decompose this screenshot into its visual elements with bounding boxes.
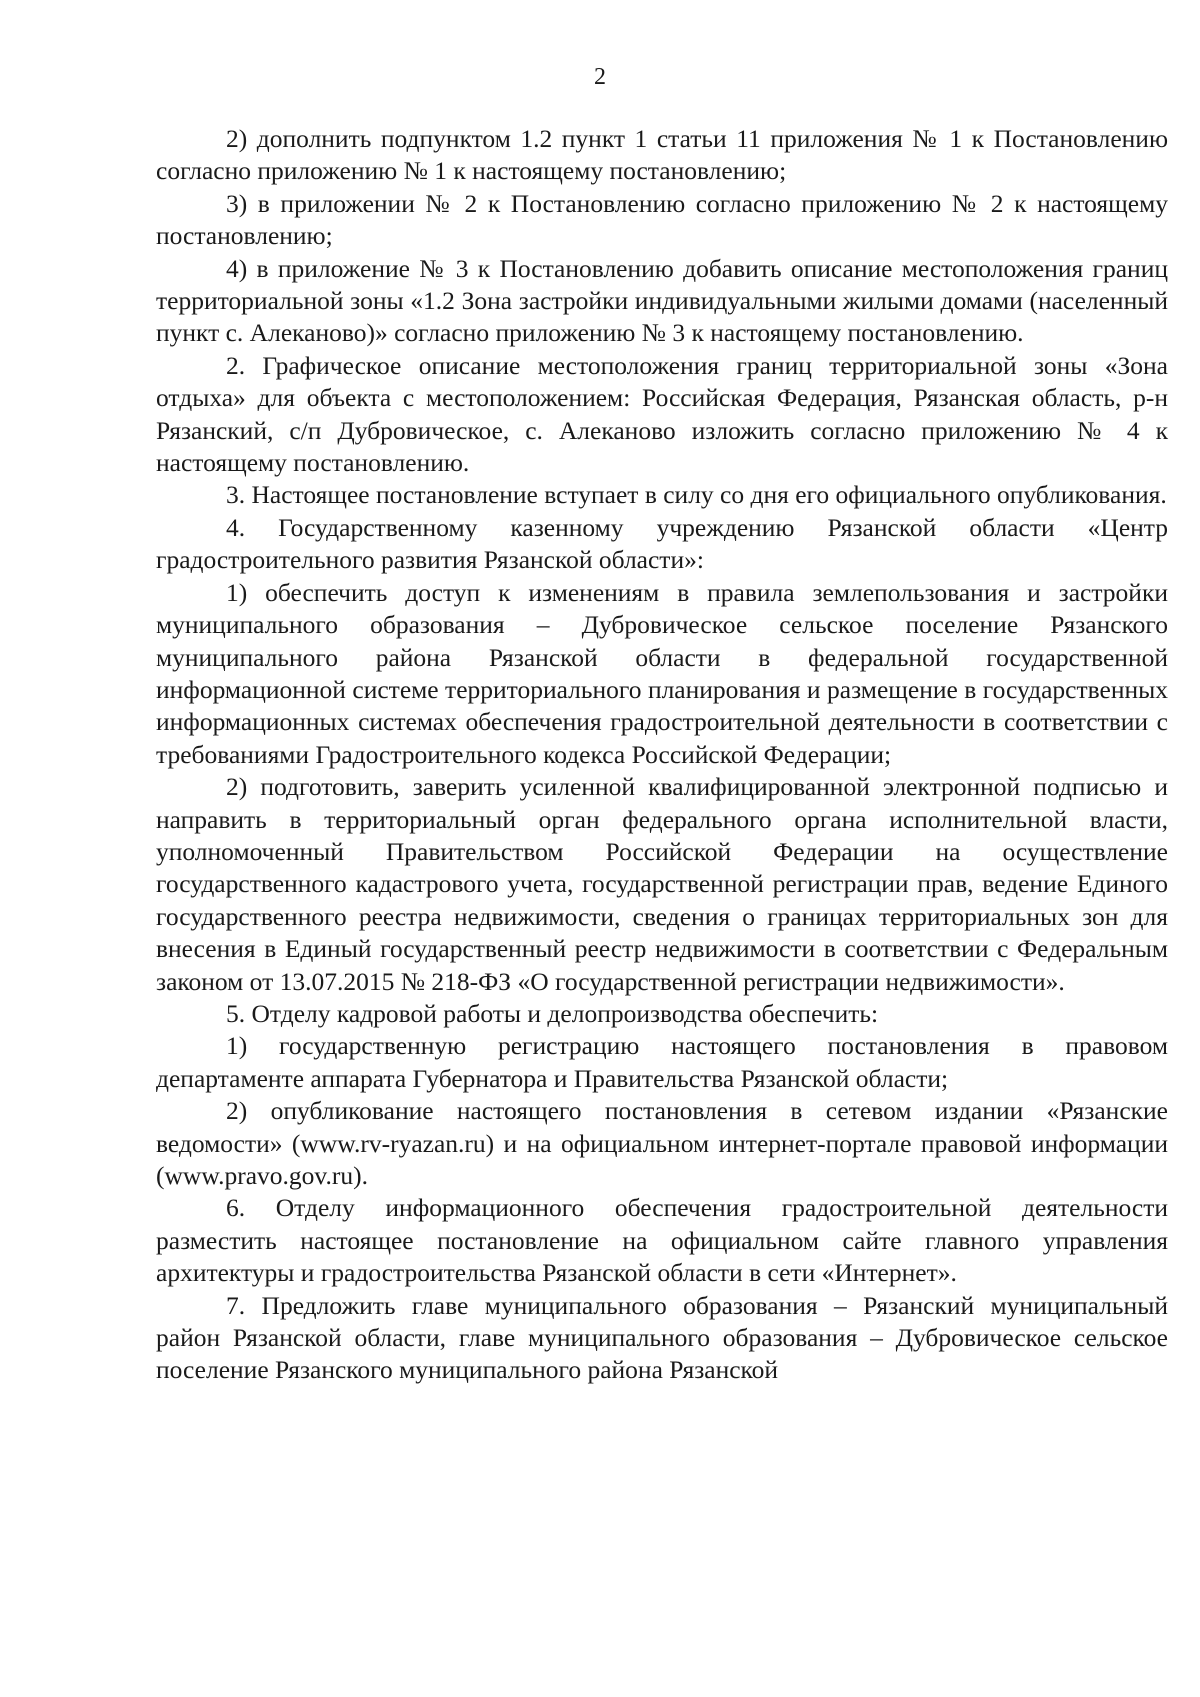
paragraph-section-5-item-1: 1) государственную регистрацию настоящего постановления в правовом департаменте аппарата Губернатора и Правительства Рязанской области; bbox=[156, 1031, 1168, 1093]
paragraph-item-4-appendix-3: 4) в приложение № 3 к Постановлению добавить описание местоположения границ территориальной зоны «1.2 Зона застройки индивидуальными жилыми домами (населенный пункт с. Алеканово)» согласно приложению № 3 к настоящему постановлению. bbox=[156, 253, 1168, 348]
paragraph-section-6: 6. Отделу информационного обеспечения градостроительной деятельности разместить настоящее постановление на официальном сайте главного управления архитектуры и градостроительства Рязанской области в сети «Интернет». bbox=[156, 1193, 1168, 1288]
paragraph-section-5-item-2: 2) опубликование настоящего постановления в сетевом издании «Рязанские ведомости» (www.rv-ryazan.ru) и на официальном интернет-портале правовой информации (www.pravo.gov.ru). bbox=[156, 1096, 1168, 1190]
paragraph-section-5: 5. Отделу кадровой работы и делопроизводства обеспечить: bbox=[226, 998, 879, 1028]
paragraph-section-4: 4. Государственному казенному учреждению Рязанской области «Центр градостроительного развития Рязанской области»: bbox=[156, 512, 1168, 575]
paragraph-section-2: 2. Графическое описание местоположения границ территориальной зоны «Зона отдыха» для объекта с местоположением: Российская Федерация, Рязанская область, р-н Рязанский, с/п Дубровическое, с. Алеканово изложить согласно приложению № 4 к настоящему постановлению. bbox=[156, 350, 1168, 478]
page-number: 2 bbox=[594, 64, 606, 90]
paragraph-section-7: 7. Предложить главе муниципального образования – Рязанский муниципальный район Рязанской области, главе муниципального образования – Дубровическое сельское поселение Рязанского муниципального района Рязанской bbox=[156, 1290, 1168, 1385]
paragraph-item-2-supplement: 2) дополнить подпунктом 1.2 пункт 1 статьи 11 приложения № 1 к Постановлению согласно приложению № 1 к настоящему постановлению; bbox=[156, 124, 1168, 186]
paragraph-section-3: 3. Настоящее постановление вступает в силу со дня его официального опубликования. bbox=[226, 480, 1167, 510]
paragraph-section-4-item-1: 1) обеспечить доступ к изменениям в правила землепользования и застройки муниципального образования – Дубровическое сельское поселение Рязанского муниципального района Рязанской области в федеральной государственной информационной системе территориального планирования и размещение в государственных информационных системах обеспечения градостроительной деятельности в соответствии с требованиями Градостроительного кодекса Российской Федерации; bbox=[156, 577, 1168, 769]
paragraph-section-4-item-2: 2) подготовить, заверить усиленной квалифицированной электронной подписью и направить в территориальный орган федерального органа исполнительной власти, уполномоченный Правительством Российской Федерации на осуществление государственного кадастрового учета, государственной регистрации прав, ведение Единого государственного реестра недвижимости, сведения о границах территориальных зон для внесения в Единый государственный реестр недвижимости в соответствии с Федеральным законом от 13.07.2015 № 218-ФЗ «О государственной регистрации недвижимости». bbox=[156, 772, 1168, 996]
document-body bbox=[156, 123, 1168, 1387]
paragraph-item-3-appendix-2: 3) в приложении № 2 к Постановлению согласно приложению № 2 к настоящему постановлению; bbox=[156, 188, 1168, 251]
